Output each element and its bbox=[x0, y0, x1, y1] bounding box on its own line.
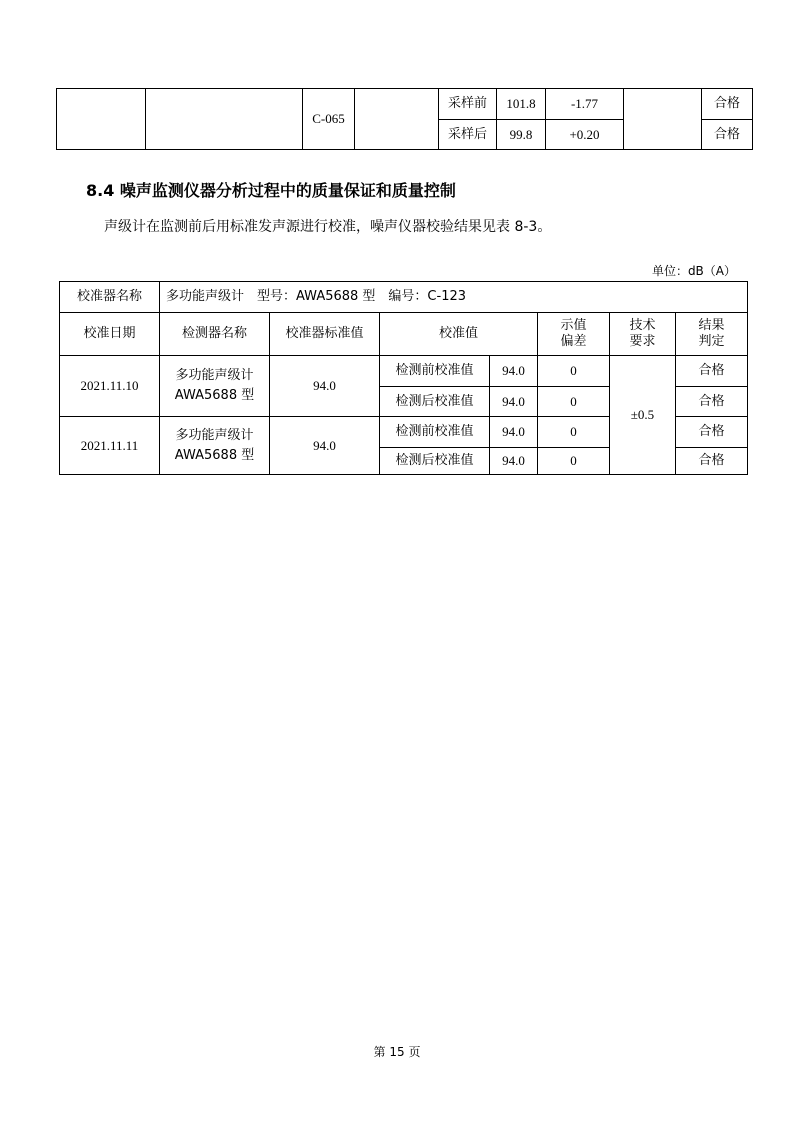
header-date: 校准日期 bbox=[60, 313, 160, 356]
phase-cell: 采样后 bbox=[439, 120, 497, 150]
header-standard: 校准器标准值 bbox=[270, 313, 380, 356]
calib-label-cell: 检测前校准值 bbox=[380, 417, 490, 448]
result-cell: 合格 bbox=[702, 89, 753, 120]
calib-value-cell: 94.0 bbox=[490, 387, 538, 417]
header-requirement bbox=[610, 313, 676, 356]
header-result-line2: 判定 bbox=[698, 334, 725, 349]
date-cell: 2021.11.11 bbox=[60, 417, 160, 475]
result-cell: 合格 bbox=[702, 120, 753, 150]
deviation-cell: -1.77 bbox=[546, 89, 624, 120]
standard-cell: 94.0 bbox=[270, 356, 380, 417]
header-deviation bbox=[538, 313, 610, 356]
result-cell: 合格 bbox=[676, 356, 748, 387]
sampling-table bbox=[56, 88, 753, 150]
empty-cell bbox=[624, 89, 702, 150]
calibration-table bbox=[59, 281, 748, 475]
unit-label: 单位：dB（A） bbox=[651, 264, 736, 278]
calib-value-cell: 94.0 bbox=[490, 356, 538, 387]
calib-value-cell: 94.0 bbox=[490, 448, 538, 475]
result-cell: 合格 bbox=[676, 417, 748, 448]
date-cell: 2021.11.10 bbox=[60, 356, 160, 417]
empty-cell bbox=[146, 89, 303, 150]
header-deviation-line2: 偏差 bbox=[560, 334, 587, 349]
header-calib-value: 校准值 bbox=[380, 313, 538, 356]
model-cell: C-065 bbox=[303, 89, 355, 150]
deviation-cell: 0 bbox=[538, 356, 610, 387]
calibrator-name-value: 多功能声级计 型号：AWA5688 型 编号：C-123 bbox=[160, 282, 748, 313]
instrument-cell bbox=[160, 417, 270, 475]
deviation-cell: 0 bbox=[538, 448, 610, 475]
result-cell: 合格 bbox=[676, 448, 748, 475]
calibrator-name-label: 校准器名称 bbox=[60, 282, 160, 313]
calib-label-cell: 检测后校准值 bbox=[380, 387, 490, 417]
calib-label-cell: 检测后校准值 bbox=[380, 448, 490, 475]
result-cell: 合格 bbox=[676, 387, 748, 417]
header-instrument: 检测器名称 bbox=[160, 313, 270, 356]
standard-cell: 94.0 bbox=[270, 417, 380, 475]
phase-cell: 采样前 bbox=[439, 89, 497, 120]
calib-value-cell: 94.0 bbox=[490, 417, 538, 448]
header-requirement-line2: 要求 bbox=[629, 334, 656, 349]
instrument-cell bbox=[160, 356, 270, 417]
value-cell: 101.8 bbox=[497, 89, 546, 120]
deviation-cell: 0 bbox=[538, 417, 610, 448]
header-result-line1: 结果 bbox=[698, 318, 725, 333]
deviation-cell: +0.20 bbox=[546, 120, 624, 150]
value-cell: 99.8 bbox=[497, 120, 546, 150]
empty-cell bbox=[355, 89, 439, 150]
instrument-model: AWA5688 型 bbox=[174, 447, 255, 463]
instrument-model: AWA5688 型 bbox=[174, 388, 255, 403]
instrument-name: 多功能声级计 bbox=[175, 427, 254, 443]
header-result bbox=[676, 313, 748, 356]
section-paragraph: 声级计在监测前后用标准发声源进行校准，噪声仪器校验结果见表 8-3。 bbox=[104, 219, 552, 235]
header-deviation-line1: 示值 bbox=[560, 318, 587, 333]
section-heading: 8.4 噪声监测仪器分析过程中的质量保证和质量控制 bbox=[86, 181, 456, 200]
requirement-cell: ±0.5 bbox=[610, 356, 676, 475]
page-number: 第 15 页 bbox=[373, 1045, 421, 1059]
deviation-cell: 0 bbox=[538, 387, 610, 417]
empty-cell bbox=[57, 89, 146, 150]
header-requirement-line1: 技术 bbox=[629, 318, 656, 333]
instrument-name: 多功能声级计 bbox=[175, 368, 254, 383]
calib-label-cell: 检测前校准值 bbox=[380, 356, 490, 387]
